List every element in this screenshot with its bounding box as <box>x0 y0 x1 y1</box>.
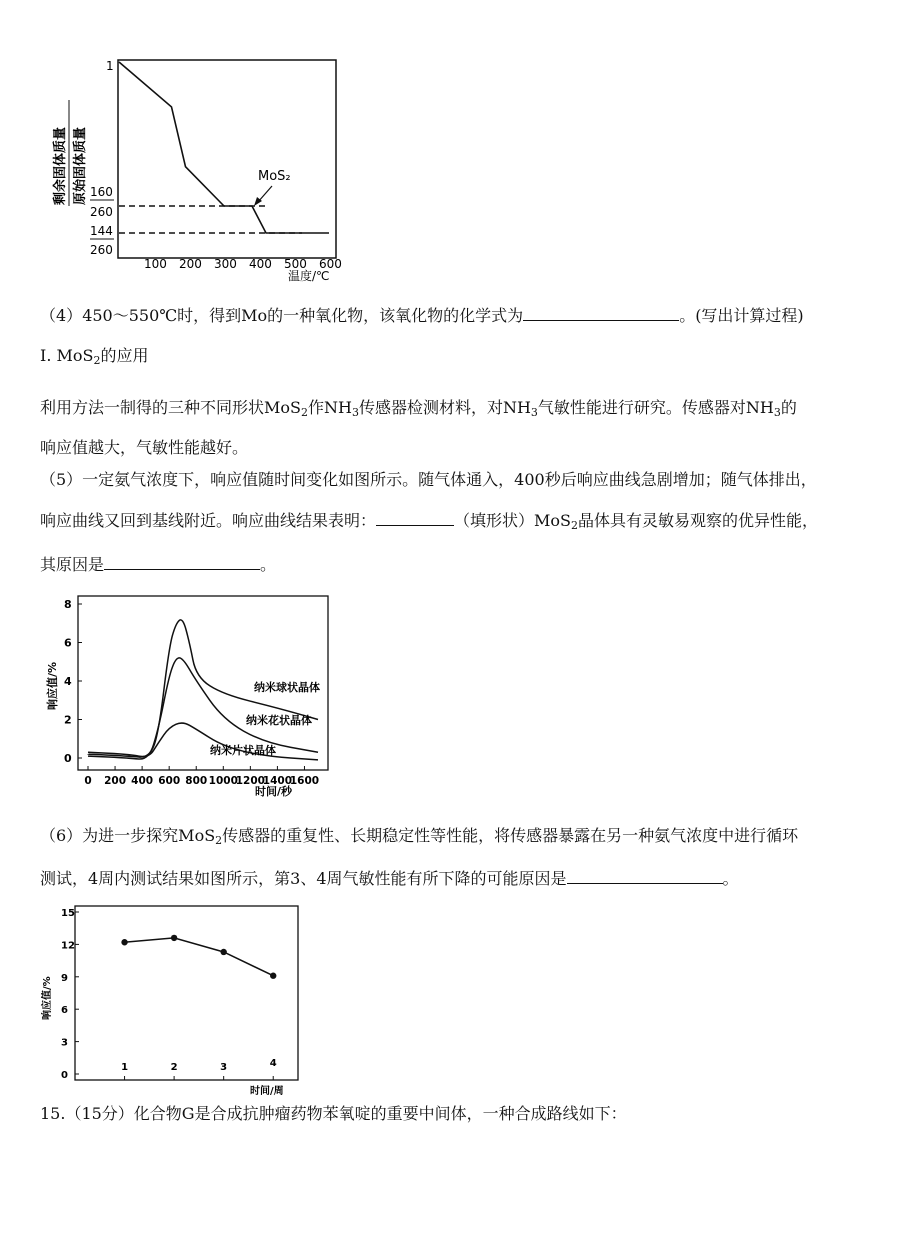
tga-ylabel-numerator: 剩余固体质量 <box>53 126 68 205</box>
rt-x-tick-label: 200 <box>104 775 127 787</box>
section-I-sub: 2 <box>93 354 101 367</box>
rt-x-tick-label: 1600 <box>289 775 320 787</box>
rt-x-tick-label: 1000 <box>208 775 238 787</box>
rt-series-line-3 <box>88 723 318 760</box>
wk-data-point <box>121 939 127 945</box>
rt-x-tick-label: 1200 <box>235 775 265 787</box>
section-I-text-a: I. MoS <box>40 346 94 365</box>
intro-text-e: 的 <box>780 398 797 417</box>
rt-y-tick-label: 4 <box>64 675 72 688</box>
wk-ticks <box>61 908 277 1081</box>
q6-end: 。 <box>722 869 739 888</box>
intro-sub-c: 3 <box>530 406 538 419</box>
q5-end: 。 <box>260 555 277 574</box>
q6-text-b: 传感器的重复性、长期稳定性等性能，将传感器暴露在另一种氨气浓度中进行循环 <box>222 826 799 845</box>
intro-paragraph-line1 <box>40 398 797 423</box>
wk-series <box>121 935 276 979</box>
intro-paragraph-line2: 响应值越大，气敏性能越好。 <box>40 438 249 457</box>
intro-text-d: 气敏性能进行研究。传感器对NH <box>537 398 774 417</box>
q15-line: 15.（15分）化合物G是合成抗肿瘤药物苯氧啶的重要中间体，一种合成路线如下： <box>40 1104 627 1123</box>
rt-y-tick-label: 8 <box>64 598 72 611</box>
rt-y-axis-label: 响应值/% <box>46 661 59 710</box>
rt-x-tick-label: 600 <box>158 775 181 787</box>
q4-text-end: 。(写出计算过程) <box>679 306 804 325</box>
intro-text-b: 作NH <box>307 398 352 417</box>
q6-line2 <box>40 868 739 889</box>
q5-text-c: 晶体具有灵敏易观察的优异性能， <box>578 511 819 530</box>
rt-legend-sheet: 纳米片状晶体 <box>210 744 276 757</box>
wk-x-tick-label: 2 <box>170 1062 178 1073</box>
tga-x-tick-label: 300 <box>214 257 237 271</box>
wk-y-tick-label: 6 <box>61 1005 68 1017</box>
wk-y-axis-label: 响应值/% <box>42 976 53 1020</box>
wk-y-tick-label: 12 <box>61 940 75 952</box>
q5-line1: （5）一定氨气浓度下，响应值随时间变化如图所示。随气体通入，400秒后响应曲线急剧增加；随气体排出， <box>40 470 817 489</box>
tga-curve <box>119 62 329 233</box>
rt-y-tick-label: 0 <box>64 752 72 765</box>
intro-text-c: 传感器检测材料，对NH <box>358 398 531 417</box>
q4-answer-blank[interactable] <box>523 305 679 321</box>
tga-x-axis-label: 温度/℃ <box>288 269 330 283</box>
rt-legend-flower: 纳米花状晶体 <box>246 714 312 727</box>
wk-x-axis-label: 时间/周 <box>250 1086 284 1097</box>
weekly-response-chart <box>40 900 305 1100</box>
q6-sub: 2 <box>215 834 223 847</box>
q6-line1 <box>40 826 798 851</box>
wk-data-point <box>220 949 226 955</box>
wk-y-tick-label: 9 <box>61 972 68 984</box>
section-I-text-b: 的应用 <box>100 346 149 365</box>
tga-x-tick-label: 100 <box>144 257 167 271</box>
q4-text: 450～550℃时，得到Mo的一种氧化物，该氧化物的化学式为 <box>82 306 524 325</box>
wk-x-tick-label: 1 <box>121 1062 129 1073</box>
q5-text-b: （填形状）MoS <box>454 511 571 530</box>
q6-answer-blank[interactable] <box>567 868 723 884</box>
tga-ratio2-denominator: 260 <box>90 243 113 257</box>
tga-ratio1-denominator: 260 <box>90 205 113 219</box>
q6-text-c: 测试，4周内测试结果如图所示，第3、4周气敏性能有所下降的可能原因是 <box>40 869 567 888</box>
q5-line2 <box>40 510 818 536</box>
tga-y-top-label: 1 <box>106 59 114 73</box>
q6-text-a: （6）为进一步探究MoS <box>40 826 216 845</box>
rt-y-tick-label: 2 <box>64 713 72 727</box>
intro-sub-d: 3 <box>773 406 781 419</box>
q4-number: （4） <box>40 306 83 325</box>
tga-annotation-mos2: MoS₂ <box>258 169 291 184</box>
rt-y-tick-label: 6 <box>64 636 72 650</box>
tga-ratio2-numerator: 144 <box>90 224 113 238</box>
wk-series-line <box>125 938 274 976</box>
q5-reason-label: 其原因是 <box>40 555 105 574</box>
section-I-heading <box>40 346 148 371</box>
q5-shape-blank[interactable] <box>376 510 454 526</box>
wk-y-tick-label: 15 <box>61 908 75 919</box>
intro-sub-b: 3 <box>351 406 359 419</box>
q5-text-a: 响应曲线又回到基线附近。响应曲线结果表明： <box>40 511 377 530</box>
wk-y-tick-label: 0 <box>61 1070 68 1081</box>
wk-x-tick-label: 3 <box>220 1062 228 1073</box>
tga-x-tick-label: 400 <box>249 257 272 271</box>
q5-sub: 2 <box>571 519 578 532</box>
wk-y-tick-label: 3 <box>61 1037 68 1049</box>
rt-x-tick-label: 800 <box>185 775 208 787</box>
q5-reason-blank[interactable] <box>104 554 260 570</box>
rt-x-tick-label: 1400 <box>262 775 293 787</box>
tga-x-tick-label: 200 <box>179 257 202 271</box>
intro-sub-a: 2 <box>300 406 308 419</box>
tga-ylabel-denominator: 原始固体质量 <box>73 126 88 205</box>
wk-plot-frame <box>75 906 298 1080</box>
rt-x-tick-label: 400 <box>131 775 154 787</box>
tga-x-tick-label: 600 <box>319 257 342 271</box>
wk-data-point <box>270 973 276 979</box>
rt-series-line-2 <box>88 658 318 759</box>
tga-ratio1-numerator: 160 <box>90 185 113 199</box>
intro-text-a: 利用方法一制得的三种不同形状MoS <box>40 398 301 417</box>
rt-x-axis-label: 时间/秒 <box>255 785 293 798</box>
tga-x-tick-label: 500 <box>284 257 307 271</box>
response-time-chart <box>40 590 340 805</box>
tga-chart <box>40 40 360 295</box>
rt-legend-sphere: 纳米球状晶体 <box>254 681 320 694</box>
wk-data-point <box>171 935 177 941</box>
wk-x-tick-label: 4 <box>269 1058 277 1069</box>
q5-line3 <box>40 554 276 575</box>
q4-line <box>40 305 804 326</box>
rt-x-tick-label: 0 <box>84 775 92 787</box>
